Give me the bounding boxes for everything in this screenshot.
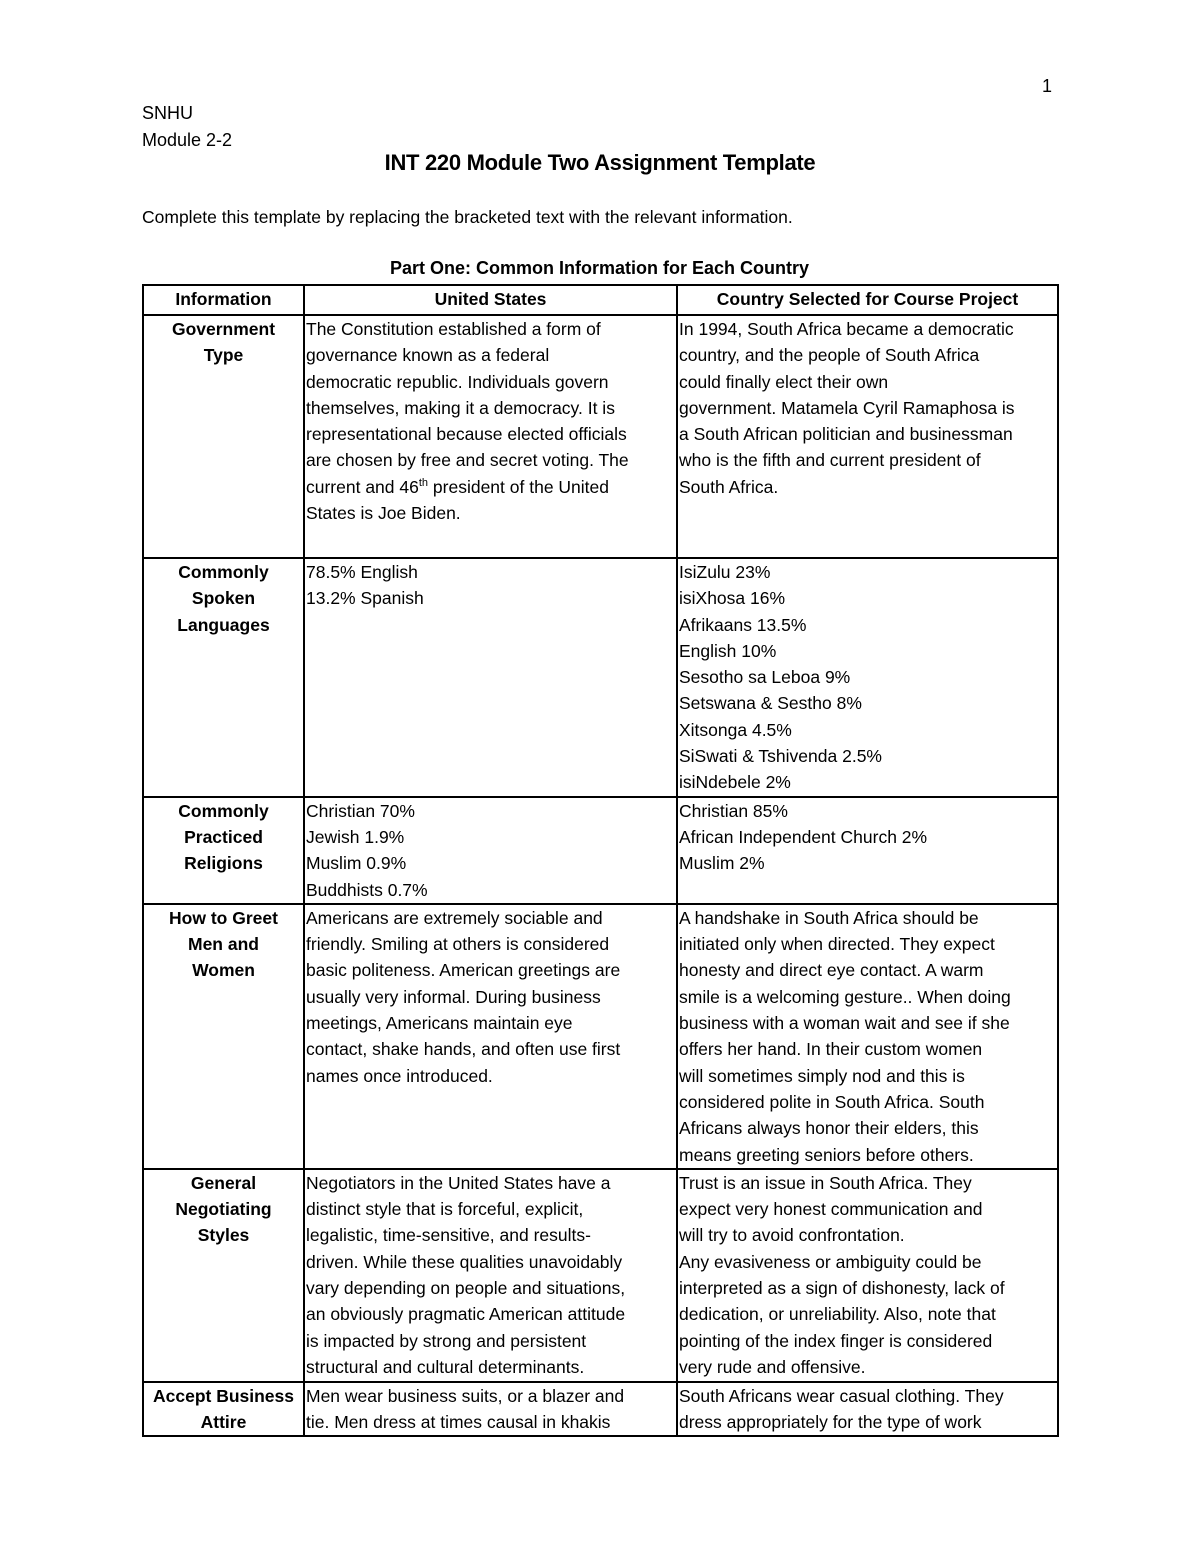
table-row-negotiating-styles	[143, 1169, 1058, 1382]
table-row-government-type	[143, 315, 1058, 558]
institution-name: SNHU	[142, 103, 194, 123]
instructions-text: Complete this template by replacing the bracketed text with the relevant information.	[142, 207, 793, 227]
column-header-information: Information	[143, 285, 304, 315]
table-row-business-attire	[143, 1382, 1058, 1437]
table-row-languages	[143, 558, 1058, 797]
row-label-greetings: How to Greet Men and Women	[143, 904, 304, 1169]
document-title: INT 220 Module Two Assignment Template	[384, 150, 816, 175]
us-attire-cell: Men wear business suits, or a blazer and tie. Men dress at times causal in khakis	[304, 1382, 677, 1437]
us-languages-cell: 78.5% English 13.2% Spanish	[304, 558, 677, 797]
row-label-negotiating-styles: General Negotiating Styles	[143, 1169, 304, 1382]
table-header-row	[143, 285, 1058, 315]
us-president-line: current and 46th president of the United	[306, 476, 609, 497]
us-government-type-cell: The Constitution established a form of governance known as a federal democratic republic. Individuals govern themselves, making it a democracy. It is representational because elected officials are chosen by free and secret voting. The current and 46th president of the United States is Joe Biden.	[304, 315, 677, 558]
row-label-languages: Commonly Spoken Languages	[143, 558, 304, 797]
us-negotiating-cell: Negotiators in the United States have a distinct style that is forceful, explicit, legalistic, time-sensitive, and results- driven. While these qualities unavoidably vary depending on people and situations, an obviously pragmatic American attitude is impacted by strong and persistent structural and cultural determinants.	[304, 1169, 677, 1382]
document-header	[142, 100, 232, 154]
us-greetings-cell: Americans are extremely sociable and friendly. Smiling at others is considered basic politeness. American greetings are usually very informal. During business meetings, Americans maintain eye contact, shake hands, and often use first names once introduced.	[304, 904, 677, 1169]
row-label-government-type: Government Type	[143, 315, 304, 558]
row-label-business-attire: Accept Business Attire	[143, 1382, 304, 1437]
page-number: 1	[1042, 76, 1053, 96]
table-row-religions	[143, 797, 1058, 904]
country-government-type-cell: In 1994, South Africa became a democratic country, and the people of South Africa could finally elect their own government. Matamela Cyril Ramaphosa is a South African politician and businessman who is the fifth and current president of South Africa.	[677, 315, 1058, 558]
country-languages-cell: IsiZulu 23% isiXhosa 16% Afrikaans 13.5% English 10% Sesotho sa Leboa 9% Setswana & Sestho 8% Xitsonga 4.5% SiSwati & Tshivenda 2.5% isiNdebele 2%	[677, 558, 1058, 797]
column-header-selected-country: Country Selected for Course Project	[677, 285, 1058, 315]
country-religions-cell: Christian 85% African Independent Church 2% Muslim 2%	[677, 797, 1058, 904]
country-attire-cell: South Africans wear casual clothing. They dress appropriately for the type of work	[677, 1382, 1058, 1437]
us-religions-cell: Christian 70% Jewish 1.9% Muslim 0.9% Buddhists 0.7%	[304, 797, 677, 904]
table-row-greetings	[143, 904, 1058, 1169]
row-label-religions: Commonly Practiced Religions	[143, 797, 304, 904]
part-one-title: Part One: Common Information for Each Country	[389, 258, 810, 278]
country-negotiating-cell: Trust is an issue in South Africa. They expect very honest communication and will try to avoid confrontation. Any evasiveness or ambiguity could be interpreted as a sign of dishonesty, lack of dedication, or unreliability. Also, note that pointing of the index finger is considered very rude and offensive.	[677, 1169, 1058, 1382]
column-header-united-states: United States	[304, 285, 677, 315]
country-greetings-cell: A handshake in South Africa should be initiated only when directed. They expect honesty and direct eye contact. A warm smile is a welcoming gesture.. When doing business with a woman wait and see if she offers her hand. In their custom women will sometimes simply nod and this is considered polite in South Africa. South Africans always honor their elders, this means greeting seniors before others.	[677, 904, 1058, 1169]
module-label: Module 2-2	[142, 130, 233, 150]
country-comparison-table	[142, 284, 1059, 1437]
